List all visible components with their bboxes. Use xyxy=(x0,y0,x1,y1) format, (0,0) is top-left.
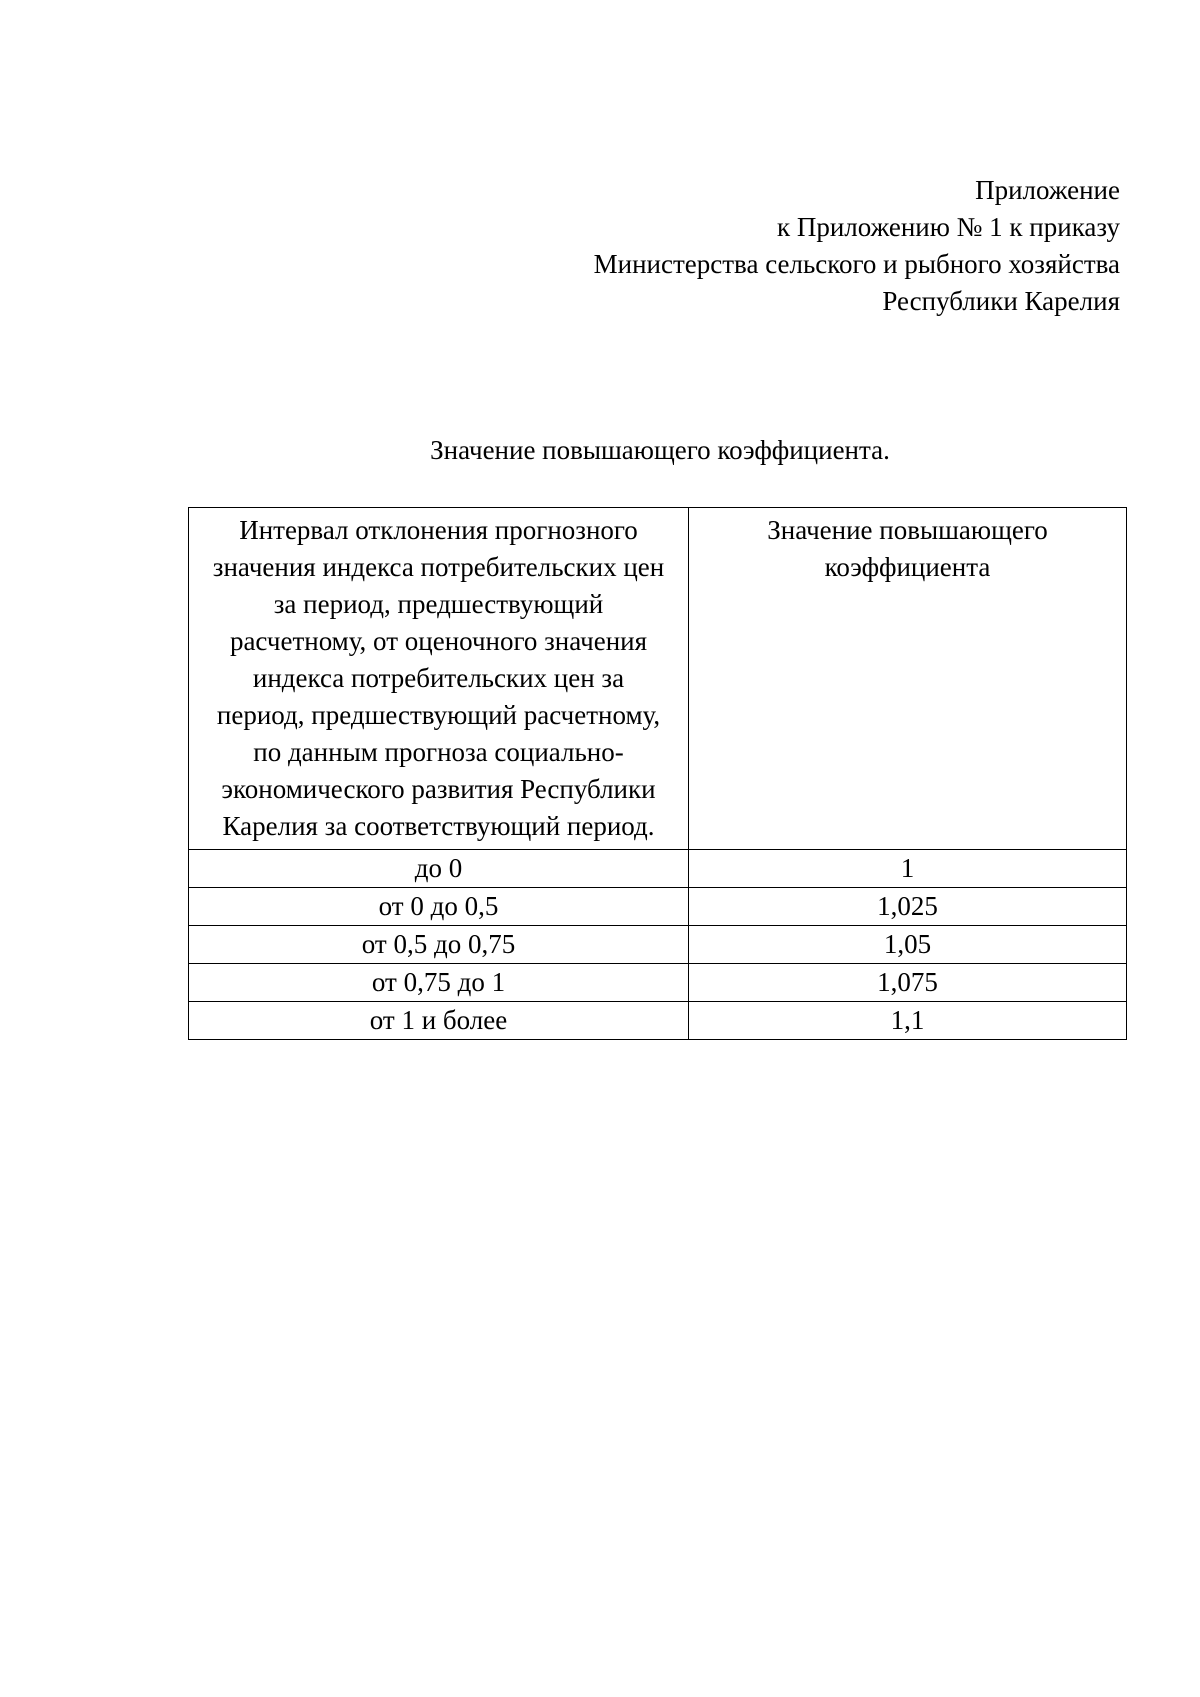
header-text-line: расчетному, от оценочного значения xyxy=(229,626,648,656)
header-text-line: по данным прогноза социально- xyxy=(253,737,624,767)
coefficient-cell: 1 xyxy=(689,850,1127,888)
table-row xyxy=(189,926,1127,964)
appendix-header-line: Республики Карелия xyxy=(882,286,1120,316)
header-text-line: период, предшествующий расчетному, xyxy=(216,700,661,730)
table-row xyxy=(189,1002,1127,1040)
appendix-header-line: к Приложению № 1 к приказу xyxy=(776,212,1120,242)
interval-cell: от 0,75 до 1 xyxy=(189,964,689,1002)
coefficient-cell: 1,025 xyxy=(689,888,1127,926)
appendix-header-line: Приложение xyxy=(975,175,1120,205)
table-row xyxy=(189,964,1127,1002)
interval-cell: от 0,5 до 0,75 xyxy=(189,926,689,964)
table-header-row xyxy=(189,508,1127,850)
coefficient-table xyxy=(188,507,1127,1040)
interval-cell: от 1 и более xyxy=(189,1002,689,1040)
header-text-line: значения индекса потребительских цен xyxy=(212,552,665,582)
header-text-line: Карелия за соответствующий период. xyxy=(222,811,655,841)
header-text-line: коэффициента xyxy=(824,552,991,582)
appendix-header xyxy=(594,172,1120,320)
document-title: Значение повышающего коэффициента. xyxy=(430,435,890,465)
appendix-header-line: Министерства сельского и рыбного хозяйства xyxy=(593,249,1120,279)
interval-column-header xyxy=(189,508,689,850)
header-text-line: за период, предшествующий xyxy=(273,589,604,619)
value-column-header xyxy=(689,508,1127,850)
interval-cell: от 0 до 0,5 xyxy=(189,888,689,926)
table-row xyxy=(189,888,1127,926)
coefficient-cell: 1,05 xyxy=(689,926,1127,964)
coefficient-cell: 1,1 xyxy=(689,1002,1127,1040)
header-text-line: индекса потребительских цен за xyxy=(252,663,625,693)
interval-cell: до 0 xyxy=(189,850,689,888)
header-text-line: Значение повышающего xyxy=(767,515,1048,545)
coefficient-cell: 1,075 xyxy=(689,964,1127,1002)
table-row xyxy=(189,850,1127,888)
header-text-line: Интервал отклонения прогнозного xyxy=(239,515,638,545)
header-text-line: экономического развития Республики xyxy=(221,774,656,804)
